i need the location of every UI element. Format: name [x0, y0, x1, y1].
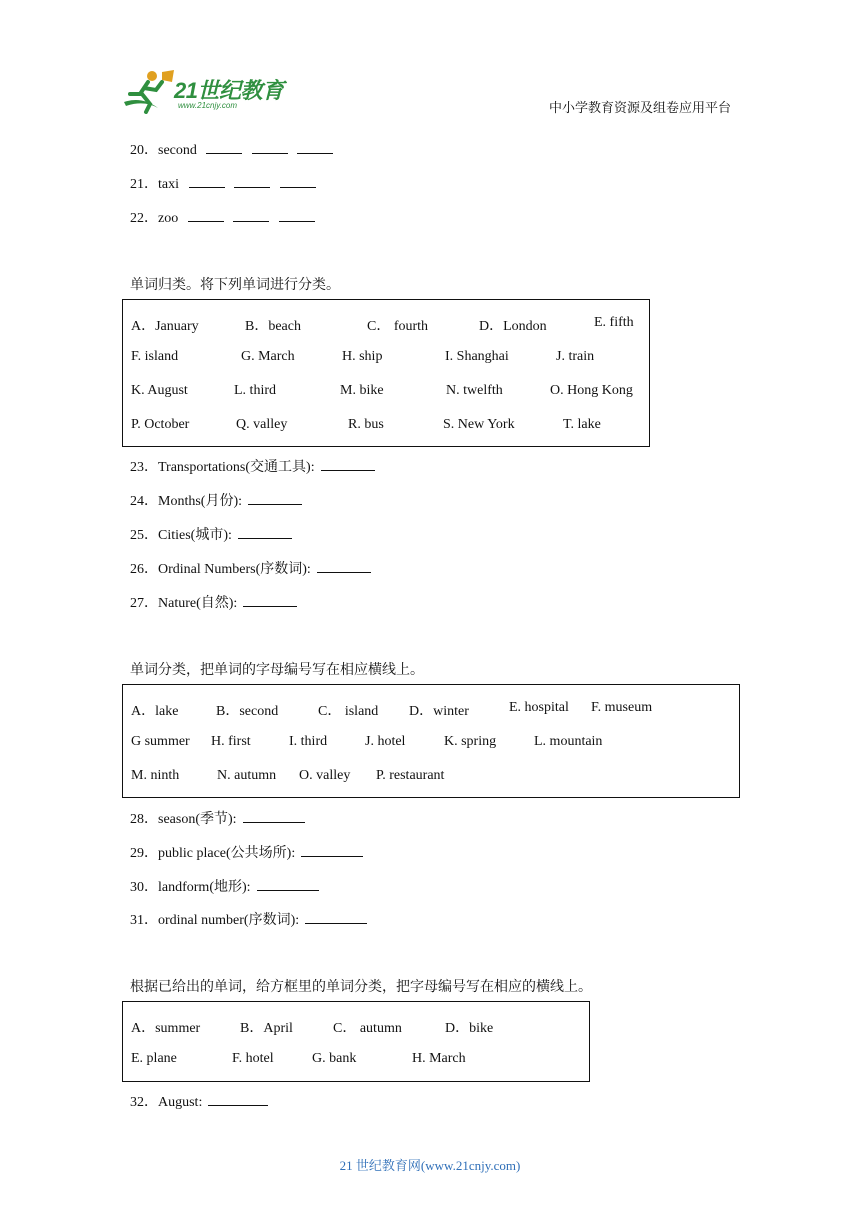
word-option: L. mountain	[534, 734, 603, 749]
section1-instruction: 单词归类。将下列单词进行分类。	[130, 278, 340, 293]
word-option: N. twelfth	[446, 383, 503, 398]
question-word: zoo	[158, 211, 179, 226]
logo-text: 21世纪教育	[174, 78, 284, 103]
word-option: Q. valley	[236, 417, 288, 432]
footer-link[interactable]: 21 世纪教育网(www.21cnjy.com)	[339, 1158, 521, 1173]
question-text: 31．ordinal number(序数词):	[130, 913, 300, 928]
word-option: H. March	[412, 1051, 466, 1066]
answer-blank[interactable]	[243, 810, 305, 823]
question-27	[130, 592, 297, 612]
question-text: 23．Transportations(交通工具):	[130, 460, 315, 475]
question-word: second	[158, 143, 197, 158]
answer-blank[interactable]	[297, 141, 333, 154]
answer-blank[interactable]	[243, 594, 297, 607]
word-option: C． island	[318, 704, 379, 719]
word-option: S. New York	[443, 417, 515, 432]
question-22	[130, 207, 315, 227]
answer-blank[interactable]	[301, 844, 363, 857]
answer-blank[interactable]	[234, 175, 270, 188]
answer-blank[interactable]	[189, 175, 225, 188]
word-option: D．London	[479, 319, 547, 334]
answer-blank[interactable]	[317, 560, 371, 573]
word-option: F. hotel	[232, 1051, 274, 1066]
answer-blank[interactable]	[257, 878, 319, 891]
word-option: B．beach	[245, 319, 301, 334]
answer-blank[interactable]	[206, 141, 242, 154]
word-option: N. autumn	[217, 768, 277, 783]
answer-blank[interactable]	[321, 458, 375, 471]
word-option: A．summer	[131, 1021, 201, 1036]
question-number: 21．	[130, 177, 158, 192]
question-number: 20．	[130, 143, 158, 158]
word-option: P. October	[131, 417, 190, 432]
word-option: R. bus	[348, 417, 384, 432]
question-text: 29．public place(公共场所):	[130, 846, 296, 861]
word-option: A．January	[131, 319, 199, 334]
section1-word-box	[122, 299, 650, 447]
word-option: F. island	[131, 349, 179, 364]
word-option: H. ship	[342, 349, 383, 364]
word-option: M. bike	[340, 383, 384, 398]
word-option: B．April	[240, 1021, 293, 1036]
word-option: K. spring	[444, 734, 497, 749]
answer-blank[interactable]	[252, 141, 288, 154]
word-option: P. restaurant	[376, 768, 445, 783]
word-option: T. lake	[563, 417, 601, 432]
answer-blank[interactable]	[279, 209, 315, 222]
word-option: A．lake	[131, 704, 179, 719]
word-option: G. bank	[312, 1051, 357, 1066]
word-option: G. March	[241, 349, 295, 364]
word-option: K. August	[131, 383, 188, 398]
word-option: H. first	[211, 734, 251, 749]
question-29	[130, 842, 363, 862]
question-25	[130, 524, 292, 544]
word-option: E. fifth	[594, 315, 634, 330]
word-option: O. Hong Kong	[550, 383, 633, 398]
question-text: 24．Months(月份):	[130, 494, 242, 509]
word-option: M. ninth	[131, 768, 180, 783]
word-option: G summer	[131, 734, 190, 749]
question-23	[130, 456, 375, 476]
question-30	[130, 876, 319, 896]
word-option: C． fourth	[367, 319, 429, 334]
word-option: D．winter	[409, 704, 469, 719]
question-text: 25．Cities(城市):	[130, 528, 232, 543]
word-option: J. train	[556, 349, 595, 364]
answer-blank[interactable]	[248, 492, 302, 505]
answer-blank[interactable]	[305, 911, 367, 924]
question-24	[130, 490, 302, 510]
word-option: L. third	[234, 383, 276, 398]
word-option: I. third	[289, 734, 328, 749]
question-20	[130, 139, 333, 159]
runner-icon	[122, 68, 178, 114]
word-option: C． autumn	[333, 1021, 402, 1036]
word-option: I. Shanghai	[445, 349, 509, 364]
question-text: 28．season(季节):	[130, 812, 237, 827]
section2-word-box	[122, 684, 740, 798]
question-28	[130, 808, 305, 828]
word-option: F. museum	[591, 700, 653, 715]
header-platform-name: 中小学教育资源及组卷应用平台	[549, 100, 732, 115]
question-text: 27．Nature(自然):	[130, 596, 238, 611]
question-32	[130, 1091, 268, 1111]
question-31	[130, 909, 367, 929]
word-option: B．second	[216, 704, 279, 719]
logo	[122, 68, 292, 114]
question-26	[130, 558, 371, 578]
question-21	[130, 173, 316, 193]
question-word: taxi	[158, 177, 179, 192]
word-option: E. hospital	[509, 700, 569, 715]
answer-blank[interactable]	[238, 526, 292, 539]
section2-instruction: 单词分类，把单词的字母编号写在相应横线上。	[130, 663, 424, 678]
section3-instruction: 根据已给出的单词，给方框里的单词分类，把字母编号写在相应的横线上。	[130, 980, 592, 995]
word-option: J. hotel	[365, 734, 406, 749]
answer-blank[interactable]	[208, 1093, 268, 1106]
answer-blank[interactable]	[188, 209, 224, 222]
word-option: E. plane	[131, 1051, 177, 1066]
question-number: 22．	[130, 211, 158, 226]
question-text: 30．landform(地形):	[130, 880, 251, 895]
word-option: O. valley	[299, 768, 351, 783]
logo-url: www.21cnjy.com	[178, 101, 237, 110]
answer-blank[interactable]	[233, 209, 269, 222]
question-text: 32．August:	[130, 1095, 203, 1110]
section3-word-box	[122, 1001, 590, 1082]
word-option: D．bike	[445, 1021, 494, 1036]
answer-blank[interactable]	[280, 175, 316, 188]
question-text: 26．Ordinal Numbers(序数词):	[130, 562, 311, 577]
